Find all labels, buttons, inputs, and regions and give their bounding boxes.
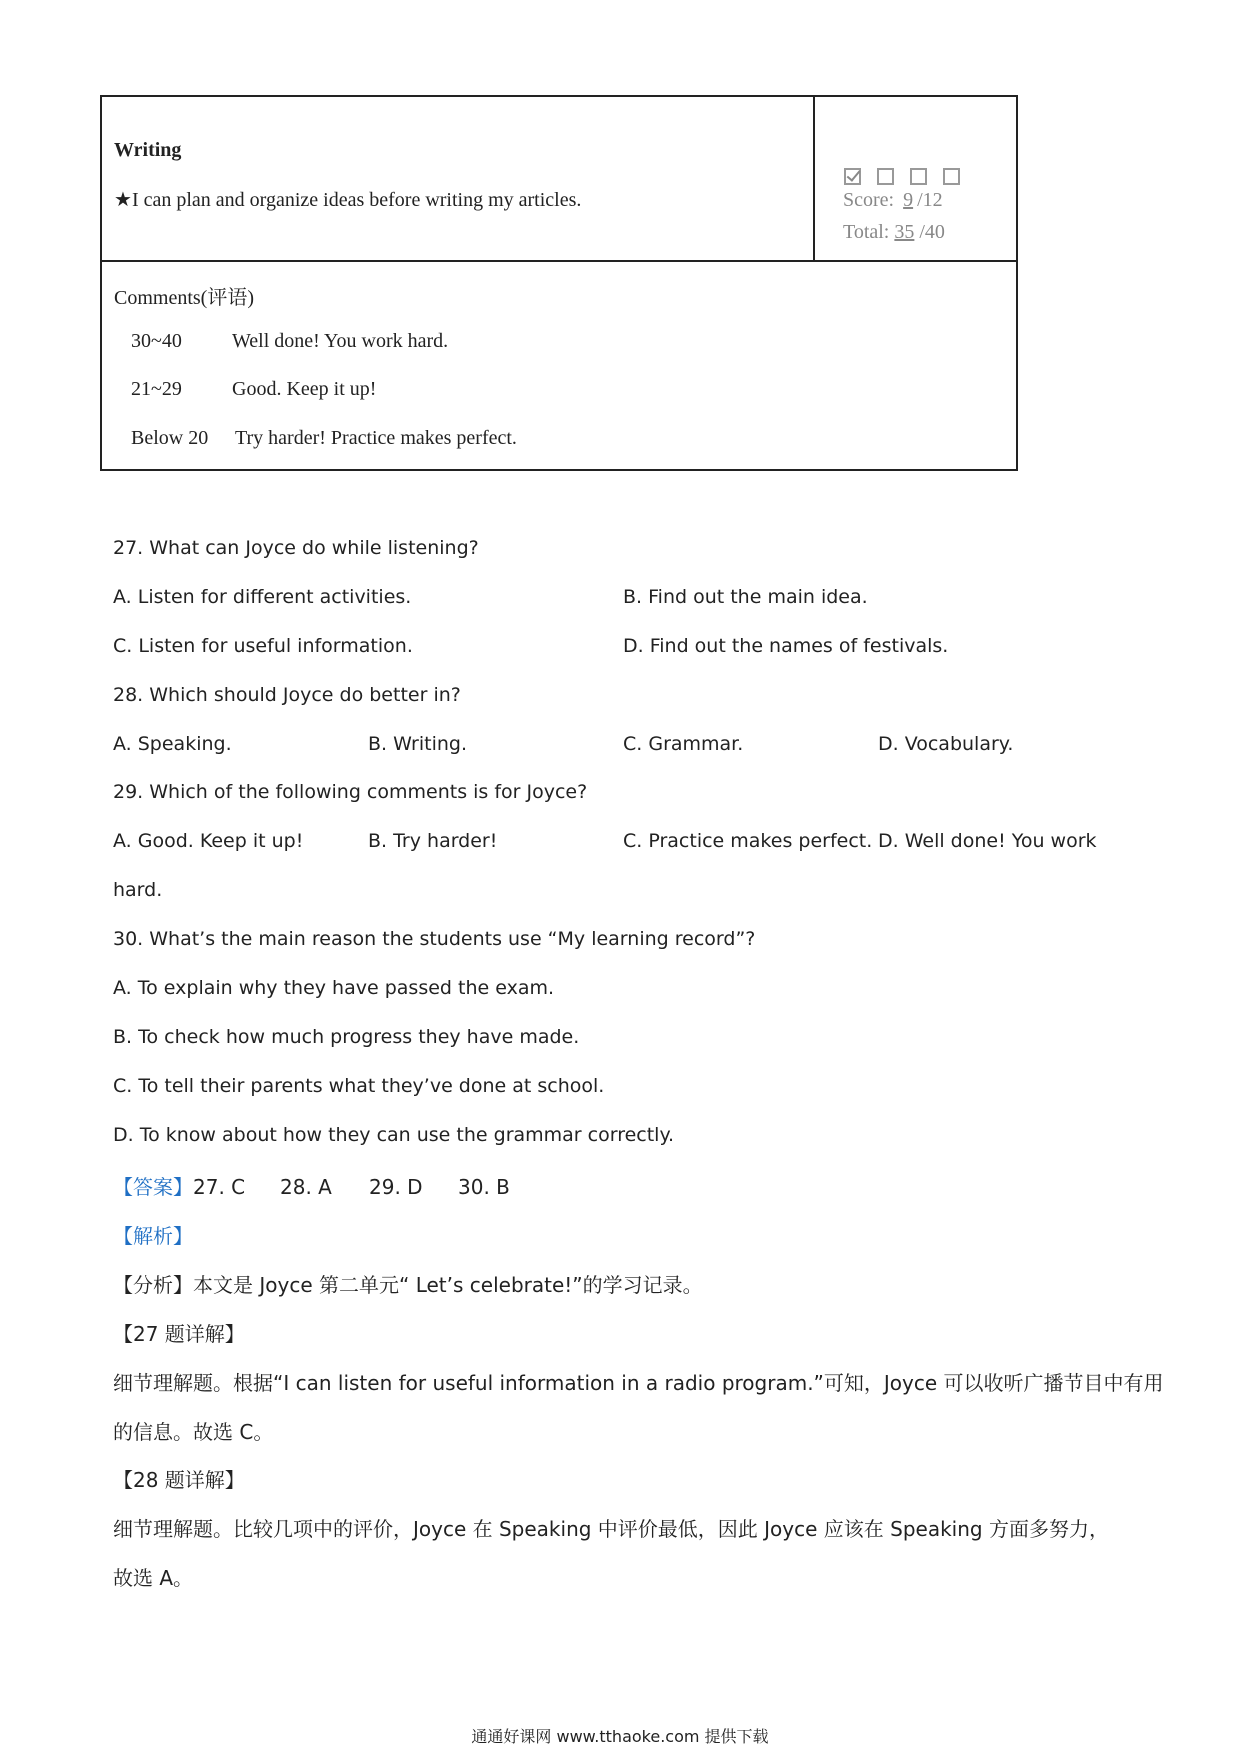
question-29-option-d: D. Well done! You work [878, 830, 1097, 852]
total-max: /40 [919, 221, 945, 243]
question-27-option-a: A. Listen for different activities. [113, 586, 412, 608]
analysis-label: 【解析】 [113, 1224, 193, 1248]
comment-range: Below 20 [131, 427, 209, 449]
total-line [843, 221, 945, 244]
comment-range: 30~40 [131, 330, 182, 352]
question-29-stem: 29. Which of the following comments is for Joyce? [113, 781, 588, 803]
total-label: Total: [843, 221, 890, 243]
writing-title: Writing [114, 139, 182, 161]
question-28-option-d: D. Vocabulary. [878, 733, 1014, 755]
answer-item: 29. D [369, 1175, 423, 1199]
answer-item: 30. B [458, 1175, 510, 1199]
score-label: Score: [843, 189, 895, 211]
learning-record-table [100, 95, 1018, 471]
question-28-option-a: A. Speaking. [113, 733, 232, 755]
comment-text: Well done! You work hard. [232, 330, 449, 352]
comment-range: 21~29 [131, 378, 182, 400]
answer-row [113, 1171, 510, 1200]
question-29-option-b: B. Try harder! [368, 830, 498, 852]
question-27-stem: 27. What can Joyce do while listening? [113, 537, 479, 559]
analysis-q28-text-line1: 细节理解题。比较几项中的评价，Joyce 在 Speaking 中评价最低，因此 Joyce 应该在 Speaking 方面多努力， [113, 1517, 1109, 1541]
checkbox-checked-icon [844, 168, 861, 185]
question-27-option-b: B. Find out the main idea. [623, 586, 868, 608]
analysis-q27-text-line2: 的信息。故选 C。 [113, 1420, 274, 1444]
question-27-option-d: D. Find out the names of festivals. [623, 635, 949, 657]
analysis-q28-text-line2: 故选 A。 [113, 1566, 194, 1590]
question-28-option-b: B. Writing. [368, 733, 468, 755]
writing-statement: I can plan and organize ideas before writing my articles. [131, 189, 582, 211]
checkbox-icon [910, 168, 927, 185]
comments-title: Comments(评语) [114, 287, 254, 309]
question-28-option-c: C. Grammar. [623, 733, 744, 755]
table-divider-vertical [813, 97, 815, 260]
answer-label: 【答案】 [113, 1175, 193, 1199]
table-divider-horizontal [102, 260, 1016, 262]
question-28-stem: 28. Which should Joyce do better in? [113, 684, 461, 706]
score-max: /12 [917, 189, 943, 211]
analysis-q27-title: 【27 题详解】 [113, 1322, 245, 1346]
checkbox-icon [943, 168, 960, 185]
question-30-option-c: C. To tell their parents what they’ve done at school. [113, 1075, 605, 1097]
score-value: 9 [903, 189, 914, 211]
writing-statement-row [114, 187, 581, 212]
total-value: 35 [894, 221, 915, 243]
analysis-q28-title: 【28 题详解】 [113, 1468, 245, 1492]
question-29-option-c: C. Practice makes perfect. [623, 830, 873, 852]
page-footer: 通通好课网 www.tthaoke.com 提供下载 [471, 1727, 769, 1746]
checkbox-icon [877, 168, 894, 185]
question-29-option-a: A. Good. Keep it up! [113, 830, 304, 852]
comment-text: Good. Keep it up! [232, 378, 377, 400]
comment-text: Try harder! Practice makes perfect. [235, 427, 517, 449]
analysis-q27-text-line1: 细节理解题。根据“I can listen for useful information in a radio program.”可知，Joyce 可以收听广播节目中有用 [113, 1371, 1164, 1395]
answer-item: 27. C [193, 1175, 246, 1199]
question-30-option-a: A. To explain why they have passed the exam. [113, 977, 555, 999]
rating-checkboxes [844, 168, 976, 189]
star-icon: ★ [114, 189, 132, 211]
question-30-option-b: B. To check how much progress they have made. [113, 1026, 580, 1048]
question-30-option-d: D. To know about how they can use the grammar correctly. [113, 1124, 675, 1146]
question-27-option-c: C. Listen for useful information. [113, 635, 413, 657]
score-line [843, 189, 943, 212]
question-29-option-d-continued: hard. [113, 879, 163, 901]
analysis-overview: 【分析】本文是 Joyce 第二单元“ Let’s celebrate!”的学习记录。 [113, 1273, 703, 1297]
answer-item: 28. A [280, 1175, 332, 1199]
question-30-stem: 30. What’s the main reason the students use “My learning record”? [113, 928, 756, 950]
